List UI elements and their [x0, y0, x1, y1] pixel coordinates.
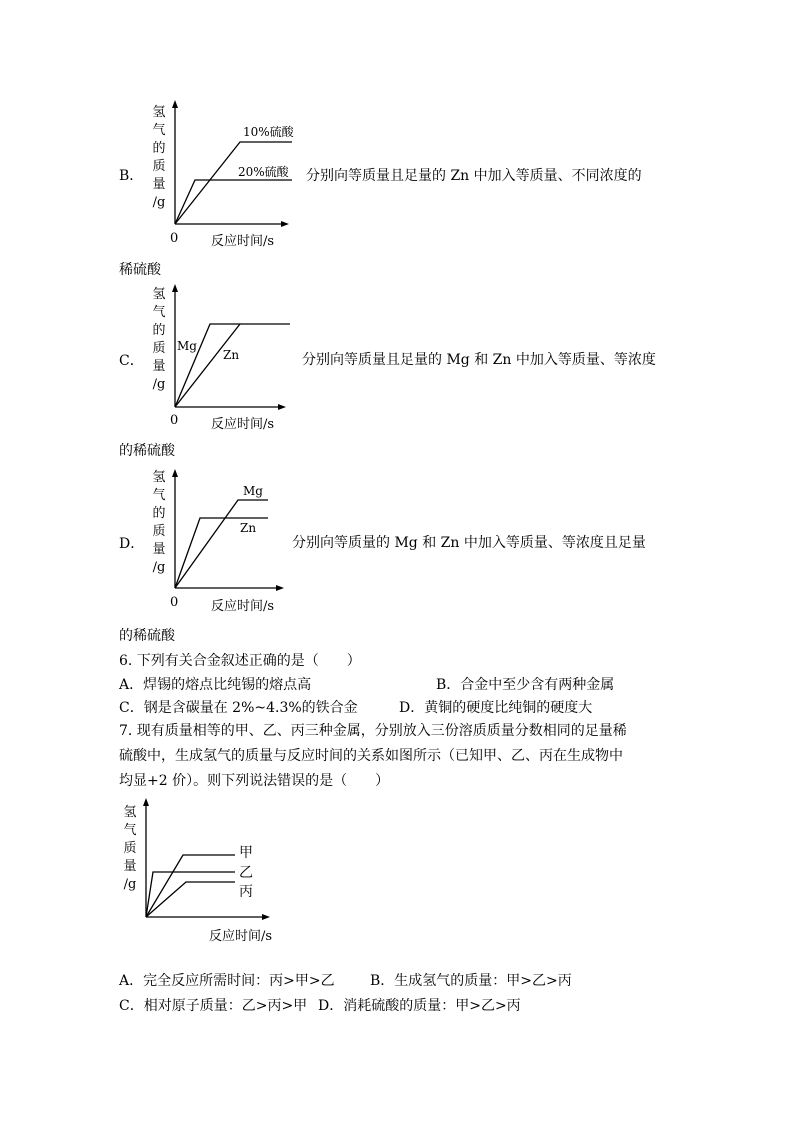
y-axis-label: 氢 气 的 质 量 /g [152, 470, 166, 575]
origin-label: 0 [170, 231, 179, 246]
option-d-continuation: 的稀硫酸 [119, 628, 175, 644]
question-6-option-b: B．合金中至少含有两种金属 [436, 677, 615, 693]
option-c-continuation: 的稀硫酸 [119, 443, 175, 459]
y-axis-label: 氢 气 的 质 量 /g [152, 287, 166, 392]
series-label-10pct: 10%硫酸 [243, 125, 294, 139]
origin-label: 0 [170, 413, 179, 428]
option-b-continuation: 稀硫酸 [119, 262, 161, 278]
origin-label: 0 [170, 595, 179, 610]
option-d-description: 分别向等质量的 Mg 和 Zn 中加入等质量、等浓度且足量 [292, 535, 646, 551]
series-label-zn: Zn [240, 521, 257, 535]
question-6-stem: 6. 下列有关合金叙述正确的是（ ） [119, 653, 361, 669]
x-axis-label: 反应时间/s [211, 417, 275, 432]
option-c-prefix: C． [119, 353, 144, 369]
series-line-bing [146, 882, 235, 917]
question-6-option-d: D．黄铜的硬度比纯铜的硬度大 [399, 700, 593, 716]
x-axis-label: 反应时间/s [211, 234, 275, 249]
series-label-bing: 丙 [239, 884, 253, 900]
question-7-option-b: B．生成氢气的质量：甲>乙>丙 [370, 973, 572, 989]
y-axis-arrow [143, 798, 149, 806]
series-label-mg: Mg [243, 484, 263, 498]
option-c-description: 分别向等质量且足量的 Mg 和 Zn 中加入等质量、等浓度 [302, 352, 656, 368]
series-line-jia [146, 855, 235, 917]
question-6-option-a: A．焊锡的熔点比纯锡的熔点高 [119, 677, 312, 693]
series-label-jia: 甲 [239, 845, 253, 861]
y-axis-label: 氢 气 的 质 量 /g [152, 105, 166, 210]
question-7-line-3: 均显+2 价）。则下列说法错误的是（ ） [119, 773, 390, 789]
option-b-prefix: B． [119, 168, 144, 184]
y-axis-label: 氢 气 质 量 /g [123, 805, 137, 892]
question-6-option-c: C．钢是含碳量在 2%~4.3%的铁合金 [119, 700, 358, 716]
x-axis-label: 反应时间/s [211, 599, 275, 614]
x-axis-arrow [262, 914, 270, 920]
question-7-line-2: 硫酸中，生成氢气的质量与反应时间的关系如图所示（已知甲、乙、丙在生成物中 [119, 748, 623, 764]
x-axis-label: 反应时间/s [209, 929, 273, 944]
option-d-prefix: D． [119, 536, 145, 552]
series-label-20pct: 20%硫酸 [238, 165, 289, 179]
question-7-option-a: A．完全反应所需时间：丙>甲>乙 [119, 973, 335, 989]
series-label-mg: Mg [177, 339, 197, 353]
option-b-description: 分别向等质量且足量的 Zn 中加入等质量、不同浓度的 [306, 168, 642, 184]
series-label-yi: 乙 [239, 865, 253, 881]
question-7-option-c: C．相对原子质量：乙>丙>甲 [119, 998, 308, 1014]
question-7-line-1: 7. 现有质量相等的甲、乙、丙三种金属，分别放入三份溶质质量分数相同的足量稀 [119, 723, 627, 739]
series-label-zn: Zn [223, 348, 240, 362]
question-7-option-d: D．消耗硫酸的质量：甲>乙>丙 [318, 998, 521, 1014]
